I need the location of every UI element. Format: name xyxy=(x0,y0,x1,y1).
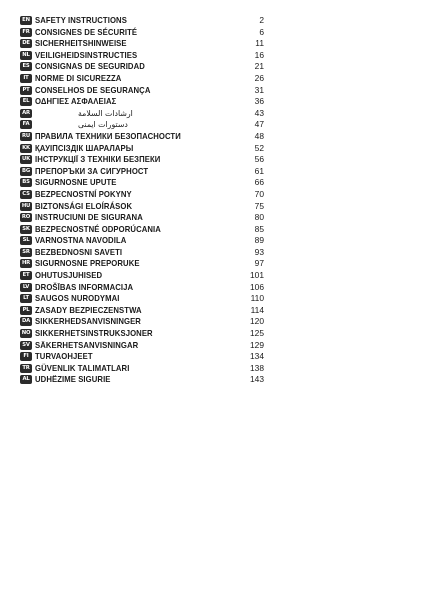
toc-title: CONSIGNES DE SÉCURITÉ xyxy=(35,26,138,37)
toc-row-uk[interactable] xyxy=(20,154,264,166)
toc-page-number: 138 xyxy=(250,362,264,373)
toc-title: OHUTUSJUHISED xyxy=(35,270,103,281)
toc-title: NORME DI SICUREZZA xyxy=(35,72,122,83)
toc-row-bs[interactable] xyxy=(20,177,264,189)
toc-row-sk[interactable] xyxy=(20,224,264,236)
toc-row-fr[interactable] xyxy=(20,27,264,39)
toc-title: BEZPECNOSTNÍ POKYNY xyxy=(35,188,132,199)
toc-page-number: 16 xyxy=(254,49,264,60)
toc-row-nl[interactable] xyxy=(20,50,264,62)
toc-title: SAUGOS NURODYMAI xyxy=(35,293,120,304)
toc-page-number: 21 xyxy=(254,61,264,72)
toc-title: DROŠĪBAS INFORMACIJA xyxy=(35,281,134,292)
toc-row-sv[interactable] xyxy=(20,340,264,352)
toc-page-number: 106 xyxy=(250,281,264,292)
toc-title: SIKKERHETSINSTRUKSJONER xyxy=(35,328,153,339)
toc-page-number: 114 xyxy=(250,304,264,315)
toc-page-number: 36 xyxy=(254,96,264,107)
toc-page-number: 134 xyxy=(250,351,264,362)
toc-row-ro[interactable] xyxy=(20,212,264,224)
toc-page-number: 110 xyxy=(250,293,264,304)
toc-row-hr[interactable] xyxy=(20,258,264,270)
toc-title: SIGURNOSNE UPUTE xyxy=(35,177,117,188)
toc-row-fa[interactable] xyxy=(20,119,264,131)
toc-title: SICHERHEITSHINWEISE xyxy=(35,38,127,49)
toc-page-number: 48 xyxy=(254,130,264,141)
toc-page-number: 26 xyxy=(254,72,264,83)
toc-page-number: 75 xyxy=(254,200,264,211)
language-badge: NO xyxy=(21,330,31,337)
language-badge: ES xyxy=(20,62,32,71)
toc-row-lt[interactable] xyxy=(20,293,264,305)
toc-title: ΟΔΗΓΙΕΣ ΑΣΦΑΛΕΙΑΣ xyxy=(35,96,117,107)
toc-row-pt[interactable] xyxy=(20,85,264,97)
toc-title: SAFETY INSTRUCTIONS xyxy=(35,15,127,25)
toc-title: BIZTONSÁGI ELOÍRÁSOK xyxy=(35,200,133,211)
toc-row-es[interactable] xyxy=(20,61,264,73)
language-badge: DA xyxy=(21,318,31,325)
toc-title: INSTRUCIUNI DE SIGURANA xyxy=(35,212,143,223)
language-badge: BG xyxy=(22,167,30,174)
toc-page-number: 120 xyxy=(250,316,264,327)
toc-title: ІНСТРУКЦІЇ З ТЕХНІКИ БЕЗПЕКИ xyxy=(35,154,161,165)
toc-page-number: 56 xyxy=(254,154,264,165)
language-badge: AL xyxy=(20,375,32,384)
toc-row-ru[interactable] xyxy=(20,131,264,143)
language-badge: HU xyxy=(21,202,31,209)
toc-title: GÜVENLIK TALIMATLARI xyxy=(35,362,130,373)
language-badge: BS xyxy=(20,178,32,187)
toc-page-number: 143 xyxy=(250,374,264,385)
toc-title: ПРЕПОРЪКИ ЗА СИГУРНОСТ xyxy=(35,165,149,176)
toc-title: ZASADY BEZPIECZENSTWA xyxy=(35,304,142,315)
language-badge: NL xyxy=(20,51,32,60)
toc-page-number: 125 xyxy=(250,328,264,339)
toc-row-hu[interactable] xyxy=(20,201,264,213)
language-badge: FI xyxy=(20,352,32,361)
toc-row-it[interactable] xyxy=(20,73,264,85)
toc-title: CONSELHOS DE SEGURANÇA xyxy=(35,84,151,95)
language-badge: PL xyxy=(20,306,32,315)
toc-page-number: 89 xyxy=(254,235,264,246)
toc-row-el[interactable] xyxy=(20,96,264,108)
language-badge: SL xyxy=(20,236,32,245)
language-badge: EL xyxy=(20,97,32,106)
toc-page-number: 11 xyxy=(255,38,264,49)
toc-row-da[interactable] xyxy=(20,316,264,328)
toc-page-number: 6 xyxy=(259,26,264,37)
toc-row-ar[interactable] xyxy=(20,108,264,120)
toc-row-fi[interactable] xyxy=(20,351,264,363)
language-badge: SV xyxy=(20,341,32,350)
toc-title: CONSIGNAS DE SEGURIDAD xyxy=(35,61,145,72)
toc-row-et[interactable] xyxy=(20,270,264,282)
language-badge: ET xyxy=(20,271,32,280)
language-badge: CS xyxy=(20,190,32,199)
toc-title: SIKKERHEDSANVISNINGER xyxy=(35,316,141,327)
toc-title: TURVAOHJEET xyxy=(35,351,93,362)
toc-row-al[interactable] xyxy=(20,374,264,386)
language-badge: EN xyxy=(20,16,32,25)
language-badge: RU xyxy=(20,132,32,141)
toc-row-kk[interactable] xyxy=(20,143,264,155)
toc-page-number: 70 xyxy=(254,188,264,199)
toc-row-no[interactable] xyxy=(20,328,264,340)
language-badge: DE xyxy=(20,39,32,48)
toc-title: دستورات ایمنی xyxy=(78,120,128,130)
toc-row-sr[interactable] xyxy=(20,247,264,259)
toc-title: ҚАУІПСІЗДІК ШАРАЛАРЫ xyxy=(35,142,134,153)
toc-page-number: 66 xyxy=(254,177,264,188)
language-badge: FR xyxy=(20,28,32,37)
toc-row-de[interactable] xyxy=(20,38,264,50)
toc-page-number: 93 xyxy=(254,246,264,257)
toc-title: UDHËZIME SIGURIE xyxy=(35,374,111,385)
language-badge: KK xyxy=(20,144,32,153)
toc-page-number: 97 xyxy=(254,258,264,269)
language-badge: UK xyxy=(21,156,30,163)
language-badge: SR xyxy=(20,248,32,257)
toc-row-lv[interactable] xyxy=(20,282,264,294)
toc-row-tr[interactable] xyxy=(20,363,264,375)
toc-row-cs[interactable] xyxy=(20,189,264,201)
toc-row-bg[interactable] xyxy=(20,166,264,178)
toc-row-sl[interactable] xyxy=(20,235,264,247)
toc-title: SÄKERHETSANVISNINGAR xyxy=(35,339,139,350)
toc-page-number: 52 xyxy=(254,142,264,153)
toc-row-en[interactable] xyxy=(20,15,264,27)
language-badge: IT xyxy=(20,74,32,83)
toc-page-number: 31 xyxy=(254,84,264,95)
toc-page-number: 129 xyxy=(250,339,264,350)
toc-page-number: 61 xyxy=(254,165,264,176)
toc-title: BEZPECNOSTNÉ ODPORÚCANIA xyxy=(35,223,161,234)
toc-page-number: 101 xyxy=(250,270,264,281)
language-badge: AR xyxy=(20,109,32,118)
language-badge: PT xyxy=(20,86,32,95)
toc-page-number: 2 xyxy=(259,15,264,25)
language-badge: FA xyxy=(20,120,32,129)
toc-page-number: 85 xyxy=(254,223,264,234)
language-badge: TR xyxy=(20,364,32,373)
toc-title: VEILIGHEIDSINSTRUCTIES xyxy=(35,49,138,60)
toc-row-pl[interactable] xyxy=(20,305,264,317)
toc-title: SIGURNOSNE PREPORUKE xyxy=(35,258,140,269)
toc-title: BEZBEDNOSNI SAVETI xyxy=(35,246,123,257)
toc-title: ارشادات السلامة xyxy=(78,108,133,118)
language-badge: LT xyxy=(20,294,32,303)
language-badge: HR xyxy=(21,260,31,267)
language-badge: SK xyxy=(20,225,32,234)
language-badge: LV xyxy=(20,283,32,292)
toc-page-number: 80 xyxy=(254,212,264,223)
language-badge: RO xyxy=(21,214,31,221)
table-of-contents xyxy=(20,15,264,386)
toc-page-number: 43 xyxy=(254,107,264,118)
toc-page-number: 47 xyxy=(254,119,264,130)
toc-title: ПРАВИЛА ТЕХНИКИ БЕЗОПАСНОСТИ xyxy=(35,130,181,141)
toc-title: VARNOSTNA NAVODILA xyxy=(35,235,127,246)
